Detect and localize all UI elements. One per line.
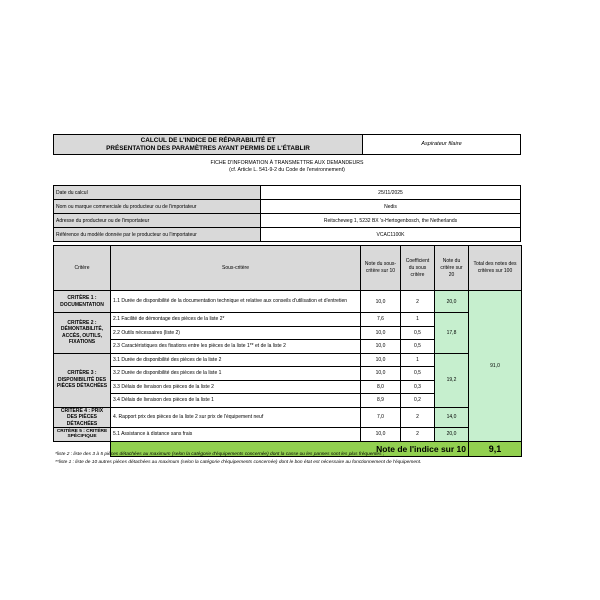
index-value: 9,1 <box>469 441 522 456</box>
coefficient: 0,5 <box>401 326 435 340</box>
criterion-2-label: CRITÈRE 2 : DÉMONTABILITÉ, ACCÈS, OUTILS, FIXATIONS <box>54 313 111 354</box>
coefficient: 2 <box>401 407 435 428</box>
header-total: Total des notes des critères sur 100 <box>469 246 522 291</box>
subtitle <box>53 160 521 174</box>
sub-score: 10,0 <box>361 367 401 381</box>
info-row <box>54 214 521 228</box>
coefficient: 0,3 <box>401 380 435 394</box>
info-row <box>54 186 521 200</box>
sub-criterion: 2.3 Caractéristiques des fixations entre les pièces de la liste 1** et de la liste 2 <box>111 340 361 354</box>
coefficient: 0,5 <box>401 367 435 381</box>
coefficient: 0,2 <box>401 394 435 408</box>
sub-criterion: 5.1 Assistance à distance sans frais <box>111 428 361 442</box>
header-coefficient: Coefficient du sous critère <box>401 246 435 291</box>
coefficient: 2 <box>401 291 435 313</box>
sub-score: 8,0 <box>361 380 401 394</box>
total-score: 91,0 <box>469 291 522 442</box>
product-type: Aspirateur filaire <box>363 134 521 155</box>
info-row <box>54 200 521 214</box>
info-label: Adresse du producteur ou de l'importateur <box>54 214 261 228</box>
sub-score: 7,0 <box>361 407 401 428</box>
table-row <box>54 353 522 367</box>
info-label: Date du calcul <box>54 186 261 200</box>
header-sous-critere: Sous-critère <box>111 246 361 291</box>
criterion-3-label: CRITÈRE 3 : DISPONIBILITÉ DES PIÈCES DÉTACHÉES <box>54 353 111 407</box>
info-table <box>53 185 521 242</box>
title-line-2: PRÉSENTATION DES PARAMÈTRES AYANT PERMIS DE L'ÉTABLIR <box>106 145 310 152</box>
sub-score: 10,0 <box>361 353 401 367</box>
footnote-1: *liste 2 : liste des 3 à 5 pièces détachées au maximum (selon la catégorie d'équipements concernée) dont la casse ou les pannes sont les plus fréquentes ; <box>55 452 385 457</box>
info-value: 25/11/2025 <box>261 186 521 200</box>
coefficient: 1 <box>401 353 435 367</box>
info-label: Nom ou marque commerciale du producteur ou de l'importateur <box>54 200 261 214</box>
table-row <box>54 428 522 442</box>
sub-criterion: 3.4 Délais de livraison des pièces de la liste 1 <box>111 394 361 408</box>
sub-score: 10,0 <box>361 340 401 354</box>
sub-criterion: 2.1 Facilité de démontage des pièces de la liste 2* <box>111 313 361 327</box>
sub-score: 7,6 <box>361 313 401 327</box>
sub-criterion: 3.1 Durée de disponibilité des pièces de la liste 2 <box>111 353 361 367</box>
subtitle-line-2: (cf. Article L. 541-9-2 du Code de l'environnement) <box>229 167 345 173</box>
score-table <box>53 245 522 457</box>
footnote-2: **liste 1 : liste de 10 autres pièces détachées au maximum (selon la catégorie d'équipements concernée) dont le bon état est nécessaire au fonctionnement de l'équipement. <box>55 460 422 465</box>
info-label: Référence du modèle donnée par le producteur ou l'importateur <box>54 228 261 242</box>
table-row <box>54 291 522 313</box>
sub-criterion: 3.3 Délais de livraison des pièces de la liste 2 <box>111 380 361 394</box>
coefficient: 1 <box>401 313 435 327</box>
info-value: Reitscheweg 1, 5232 BX 's-Hertogenbosch, the Netherlands <box>261 214 521 228</box>
info-row <box>54 228 521 242</box>
sub-criterion: 4. Rapport prix des pièces de la liste 2 sur prix de l'équipement neuf <box>111 407 361 428</box>
sub-criterion: 2.2 Outils nécessaires (liste 2) <box>111 326 361 340</box>
info-value: VCAC1100K <box>261 228 521 242</box>
table-row <box>54 313 522 327</box>
document-title <box>53 134 363 155</box>
coefficient: 0,5 <box>401 340 435 354</box>
sub-score: 10,0 <box>361 326 401 340</box>
coefficient: 2 <box>401 428 435 442</box>
table-row <box>54 407 522 428</box>
criterion-5-label: CRITÈRE 5 : CRITÈRE SPÉCIFIQUE <box>54 428 111 442</box>
table-header-row <box>54 246 522 291</box>
sub-criterion: 1.1 Durée de disponibilité de la documentation technique et relative aux conseils d'utilisation et d'entretien <box>111 291 361 313</box>
subtitle-line-1: FICHE D'INFORMATION À TRANSMETTRE AUX DEMANDEURS <box>210 160 364 166</box>
title-line-1: CALCUL DE L'INDICE DE RÉPARABILITÉ ET <box>140 137 276 144</box>
header-critere: Critère <box>54 246 111 291</box>
criterion-1-label: CRITÈRE 1 : DOCUMENTATION <box>54 291 111 313</box>
criterion-2-score: 17,8 <box>435 313 469 354</box>
criterion-3-score: 19,2 <box>435 353 469 407</box>
sub-criterion: 3.2 Durée de disponibilité des pièces de la liste 1 <box>111 367 361 381</box>
header-note-sous-critere: Note du sous-critère sur 10 <box>361 246 401 291</box>
sub-score: 10,0 <box>361 428 401 442</box>
criterion-4-score: 14,0 <box>435 407 469 428</box>
index-label: Note de l'indice sur 10 <box>111 441 469 456</box>
criterion-1-score: 20,0 <box>435 291 469 313</box>
criterion-5-score: 20,0 <box>435 428 469 442</box>
criterion-4-label: CRITÈRE 4 : PRIX DES PIÈCES DÉTACHÉES <box>54 407 111 428</box>
header-note-critere: Note du critère sur 20 <box>435 246 469 291</box>
sub-score: 10,0 <box>361 291 401 313</box>
sub-score: 8,9 <box>361 394 401 408</box>
info-value: Nedis <box>261 200 521 214</box>
